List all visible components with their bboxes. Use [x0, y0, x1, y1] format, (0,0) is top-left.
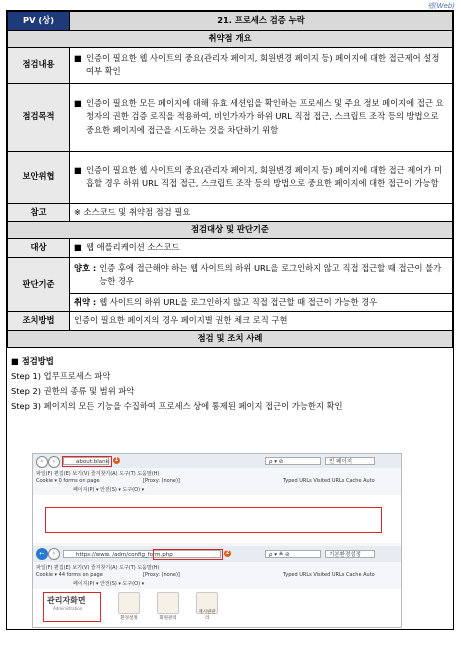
judge-label: 판단기준: [8, 257, 70, 312]
check-label: 점검내용: [8, 47, 70, 83]
members-icon[interactable]: 회원관리: [157, 592, 179, 614]
ref-content: ※ 소스코드 및 취약점 점검 필요: [70, 203, 453, 222]
action-content: 인증이 필요한 페이지의 경우 페이지별 권한 체크 로직 구현: [70, 312, 453, 331]
top-forms-count: Cookie ▾ 0 forms on page: [36, 478, 100, 484]
top-proxy[interactable]: [Proxy: (none)]: [143, 478, 180, 484]
forward-icon: ›: [48, 548, 60, 560]
top-url-field[interactable]: about:blank: [63, 457, 109, 465]
bottom-address-bar: [33, 546, 401, 562]
target-content: ■ 웹 애플리케이션 소스코드: [70, 239, 453, 258]
item-title: 21. 프로세스 검증 누락: [70, 12, 453, 31]
section-overview: 취약점 개요: [8, 30, 453, 47]
bottom-right-tools[interactable]: Typed URLs Visited URLs Cache Auto: [283, 572, 375, 578]
bottom-command-bar[interactable]: 페이지(P) ▾ 안전(S) ▾ 도구(O) ▾: [73, 581, 145, 587]
method-block: [7, 348, 453, 420]
bottom-proxy[interactable]: [Proxy: (none)]: [143, 572, 180, 578]
browser-screenshot: [32, 453, 402, 628]
threat-label: 보안위협: [8, 151, 70, 203]
bottom-tab[interactable]: 기본환경설정: [325, 550, 375, 558]
admin-title: 관리자화면: [47, 596, 86, 605]
top-blank-page: [33, 495, 401, 543]
bottom-menu-bar[interactable]: 파일(F) 편집(E) 보기(V) 즐겨찾기(A) 도구(T) 도움말(H): [36, 565, 160, 571]
back-icon: ‹: [36, 456, 48, 468]
purpose-content: ■ 인증이 필요한 모든 페이지에 대해 유효 세션임을 확인하는 프로세스 및 주요 정보 페이지에 접근 요청자의 권한 검증 로직을 적용하여, 비인가자가 하위 URL 직접 접근, 스크립트 조작 등의 방법으로 중요한 페이지에 접근을 시도하는 것을 차단하기 위함: [70, 83, 453, 151]
action-label: 조치방법: [8, 312, 70, 331]
target-label: 대상: [8, 239, 70, 258]
admin-subtitle: Administration: [53, 606, 83, 611]
check-content: ■ 인증이 필요한 웹 사이트의 중요(관리자 페이지, 회원변경 페이지 등) 페이지에 대한 접근제어 설정 여부 확인: [70, 47, 453, 83]
method-heading: ■ 점검방법: [11, 355, 54, 366]
step-badge: 2: [225, 550, 230, 556]
top-url-highlight: [62, 456, 112, 467]
judge-weak: 취약 : 웹 사이트의 하위 URL을 로그인하지 않고 직접 접근할 때 접근이 가능한 경우: [70, 293, 453, 312]
judge-good: 양호 : 인증 후에 접근해야 하는 웹 사이트의 하위 URL을 로그인하지 않고 직접 접근할 때 접근이 불가능한 경우: [70, 257, 453, 293]
bottom-url-field[interactable]: https://www. /adm/config_form.php: [63, 550, 221, 558]
settings-icon[interactable]: 환경설정: [118, 592, 140, 614]
method-step: Step 3) 페이지의 모든 기능을 수집하여 프로세스 상에 통제된 페이지 접근이 가능한지 확인: [11, 400, 343, 411]
checklist-table: [7, 11, 453, 348]
forward-icon: ›: [48, 456, 60, 468]
top-tab[interactable]: 빈 페이지: [325, 457, 375, 465]
step-badge: 1: [114, 457, 119, 463]
search-field[interactable]: ρ ▾ ≙ ⊘: [265, 550, 321, 558]
bottom-forms-count: Cookie ▾ 44 forms on page: [36, 572, 103, 578]
purpose-label: 점검목적: [8, 83, 70, 151]
section-criteria: 점검대상 및 판단기준: [8, 222, 453, 239]
board-icon[interactable]: 게시판관리: [196, 592, 218, 614]
top-right-tools[interactable]: Typed URLs Visited URLs Cache Auto: [283, 478, 375, 484]
blank-page-highlight: [45, 507, 382, 533]
admin-page: [33, 589, 401, 627]
back-icon: ←: [36, 548, 48, 560]
top-address-bar: [33, 454, 401, 468]
bottom-url-highlight: [153, 549, 223, 560]
threat-content: ■ 인증이 필요한 웹 사이트의 중요(관리자 페이지, 회원변경 페이지 등) 페이지에 대한 접근 제어가 미흡할 경우 하위 URL 직접 접근, 스크립트 조작 등의 방법으로 중요한 페이지에 대한 접근이 가능함: [70, 151, 453, 203]
top-menu-bar[interactable]: 파일(F) 편집(E) 보기(V) 즐겨찾기(A) 도구(T) 도움말(H): [36, 471, 160, 477]
search-field[interactable]: ρ ▾ ⊘: [265, 457, 321, 465]
ref-label: 참고: [8, 203, 70, 222]
top-command-bar[interactable]: 페이지(P) ▾ 안전(S) ▾ 도구(O) ▾: [73, 487, 145, 493]
method-step: Step 1) 업무프로세스 파악: [11, 370, 111, 381]
section-cases: 점검 및 조치 사례: [8, 330, 453, 347]
method-step: Step 2) 권한의 종류 및 범위 파악: [11, 385, 135, 396]
pv-badge: PV (상): [8, 12, 70, 31]
web-category-label: 웹(Web): [427, 2, 455, 10]
